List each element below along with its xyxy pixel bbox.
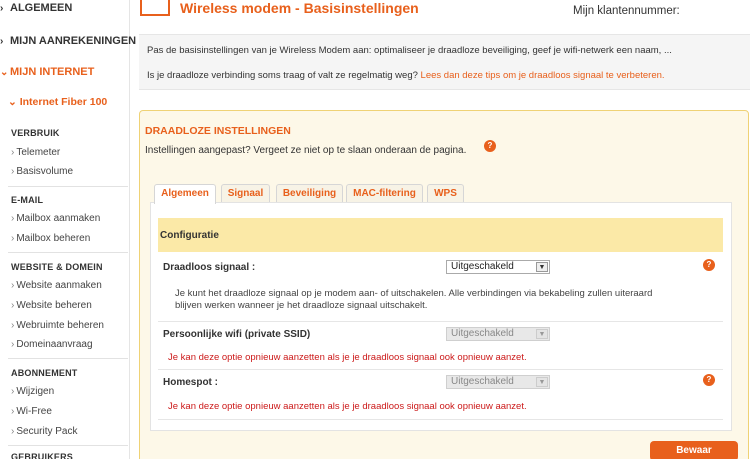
section-abonnement: ABONNEMENT — [11, 368, 78, 378]
divider — [158, 369, 723, 370]
modem-icon — [140, 0, 170, 16]
intro-box — [139, 34, 750, 90]
chevron-down-icon: ▼ — [536, 377, 548, 387]
divider — [158, 321, 723, 322]
link-mailbox-beheren[interactable]: › Mailbox beheren — [11, 233, 91, 244]
draadloos-signaal-label: Draadloos signaal : — [163, 262, 256, 273]
section-email: E-MAIL — [11, 195, 44, 205]
help-icon[interactable]: ? — [703, 374, 715, 386]
intro-text: Pas de basisinstellingen van je Wireless Modem aan: optimaliseer je draadloze beveiliging, geef je wifi-netwerk een naam, ... — [147, 45, 672, 56]
draadloos-signaal-note: blijven werken wanneer je het draadloze signaal uitschakelt. — [175, 300, 428, 311]
link-security-pack[interactable]: › Security Pack — [11, 426, 78, 437]
chevron-right-icon: › — [0, 2, 4, 14]
section-title: Configuratie — [160, 230, 219, 241]
chevron-right-icon: › — [0, 35, 4, 47]
homespot-warning: Je kan deze optie opnieuw aanzetten als je je draadloos signaal ook opnieuw aanzet. — [168, 401, 527, 412]
divider — [8, 252, 128, 253]
link-domeinaanvraag[interactable]: › Domeinaanvraag — [11, 339, 93, 350]
sidebar — [0, 0, 137, 459]
help-icon[interactable]: ? — [703, 259, 715, 271]
panel-subtext: Instellingen aangepast? Vergeet ze niet op te slaan onderaan de pagina. — [145, 145, 467, 156]
link-basisvolume[interactable]: › Basisvolume — [11, 166, 74, 177]
homespot-label: Homespot : — [163, 377, 218, 388]
link-website-aanmaken[interactable]: › Website aanmaken — [11, 280, 102, 291]
link-mailbox-aanmaken[interactable]: › Mailbox aanmaken — [11, 213, 101, 224]
page-title: Wireless modem - Basisinstellingen — [180, 0, 419, 16]
tab-beveiliging[interactable]: Beveiliging — [276, 184, 343, 203]
tab-algemeen[interactable]: Algemeen — [154, 184, 216, 204]
intro-question: Is je draadloze verbinding soms traag of valt ze regelmatig weg? Lees dan deze tips om je draadloos signaal te verbeteren. — [147, 70, 665, 81]
draadloos-signaal-note: Je kunt het draadloze signaal op je modem aan- of uitschakelen. Alle verbindingen via bekabeling zullen uiteraard — [175, 288, 653, 299]
section-gebruikers: GEBRUIKERS — [11, 452, 74, 459]
save-button[interactable]: Bewaar — [650, 441, 738, 459]
tab-mac-filtering[interactable]: MAC-filtering — [346, 184, 423, 203]
tab-wps[interactable]: WPS — [427, 184, 464, 203]
link-wi-free[interactable]: › Wi-Free — [11, 406, 52, 417]
divider — [8, 186, 128, 187]
tab-signaal[interactable]: Signaal — [221, 184, 270, 203]
chevron-down-icon: ▼ — [536, 329, 548, 339]
divider — [8, 445, 128, 446]
panel-heading: DRAADLOZE INSTELLINGEN — [145, 125, 291, 137]
private-ssid-warning: Je kan deze optie opnieuw aanzetten als je je draadloos signaal ook opnieuw aanzet. — [168, 352, 527, 363]
help-icon[interactable]: ? — [484, 140, 496, 152]
private-ssid-select[interactable]: Uitgeschakeld ▼ — [446, 327, 550, 341]
divider — [158, 419, 723, 420]
chevron-down-icon: ▼ — [536, 262, 548, 272]
link-wijzigen[interactable]: › Wijzigen — [11, 386, 55, 397]
section-website-domein: WEBSITE & DOMEIN — [11, 262, 103, 272]
divider — [8, 358, 128, 359]
link-telemeter[interactable]: › Telemeter — [11, 147, 61, 158]
chevron-down-icon: ⌄ — [0, 66, 9, 78]
tips-link[interactable]: Lees dan deze tips om je draadloos signaal te verbeteren. — [420, 70, 665, 81]
nav-internet-fiber-100[interactable]: ⌄ Internet Fiber 100 — [8, 96, 108, 108]
nav-algemeen[interactable]: › ALGEMEEN — [0, 2, 73, 14]
private-ssid-label: Persoonlijke wifi (private SSID) — [163, 329, 311, 340]
chevron-down-icon: ⌄ — [8, 96, 20, 108]
section-verbruik: VERBRUIK — [11, 128, 60, 138]
link-website-beheren[interactable]: › Website beheren — [11, 300, 92, 311]
draadloos-signaal-select[interactable]: Uitgeschakeld ▼ — [446, 260, 550, 274]
configuratie-bar — [158, 218, 723, 252]
customer-number-label: Mijn klantennummer: — [573, 5, 680, 17]
link-webruimte-beheren[interactable]: › Webruimte beheren — [11, 320, 104, 331]
nav-mijn-aanrekeningen[interactable]: › MIJN AANREKENINGEN — [0, 35, 137, 47]
homespot-select[interactable]: Uitgeschakeld ▼ — [446, 375, 550, 389]
nav-mijn-internet[interactable]: ⌄ MIJN INTERNET — [0, 66, 95, 78]
